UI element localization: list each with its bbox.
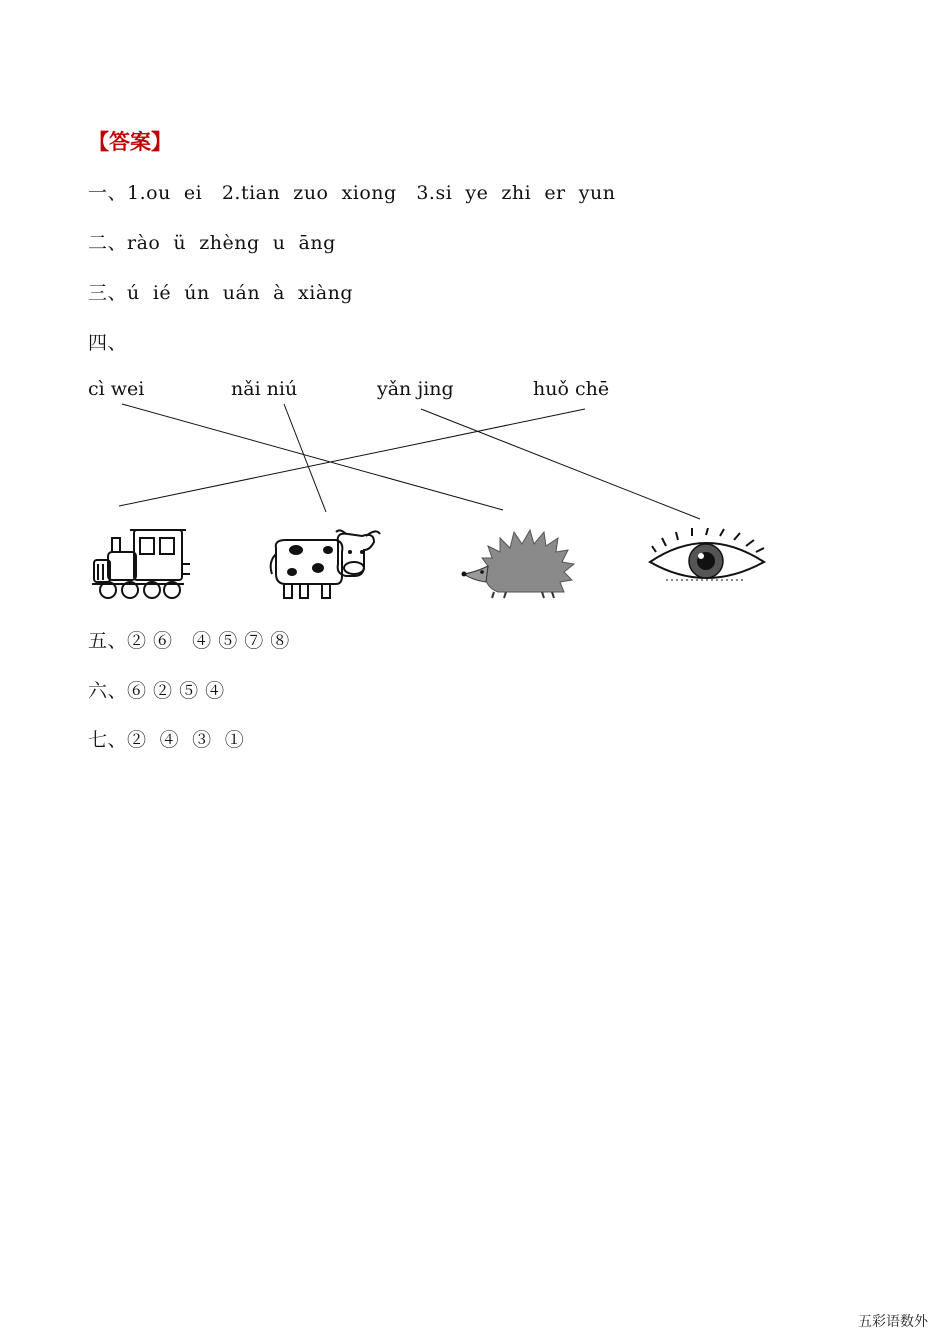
match-line-yan-jing-eye — [421, 409, 700, 519]
footer-brand: 五彩语数外 — [858, 1314, 928, 1330]
pinyin-huo-che: huǒ chē — [533, 378, 610, 400]
answer-line-6: 六、⑥ ② ⑤ ④ — [88, 680, 225, 702]
answer-line-7: 七、② ④ ③ ① — [88, 729, 245, 751]
answer-line-3: 三、ú ié ún uán à xiàng — [88, 282, 354, 304]
match-line-nai-niu-cow — [284, 404, 326, 512]
pinyin-ci-wei: cì wei — [88, 378, 145, 400]
train-picture — [86, 524, 192, 604]
hedgehog-picture — [458, 522, 578, 606]
pinyin-nai-niu: nǎi niú — [231, 378, 298, 400]
cow-picture — [266, 528, 384, 602]
match-line-ci-wei-hedgehog — [122, 404, 503, 510]
match-line-huo-che-train — [119, 409, 585, 506]
answer-line-2: 二、rào ü zhèng u āng — [88, 232, 336, 254]
pinyin-yan-jing: yǎn jing — [377, 378, 454, 400]
answer-line-5: 五、② ⑥ ④ ⑤ ⑦ ⑧ — [88, 630, 290, 652]
answer-line-4-label: 四、 — [88, 332, 128, 354]
answer-title: 【答案】 — [88, 130, 172, 154]
eye-picture — [646, 528, 768, 594]
answer-line-1: 一、1.ou ei 2.tian zuo xiong 3.si ye zhi er yun — [88, 182, 616, 204]
